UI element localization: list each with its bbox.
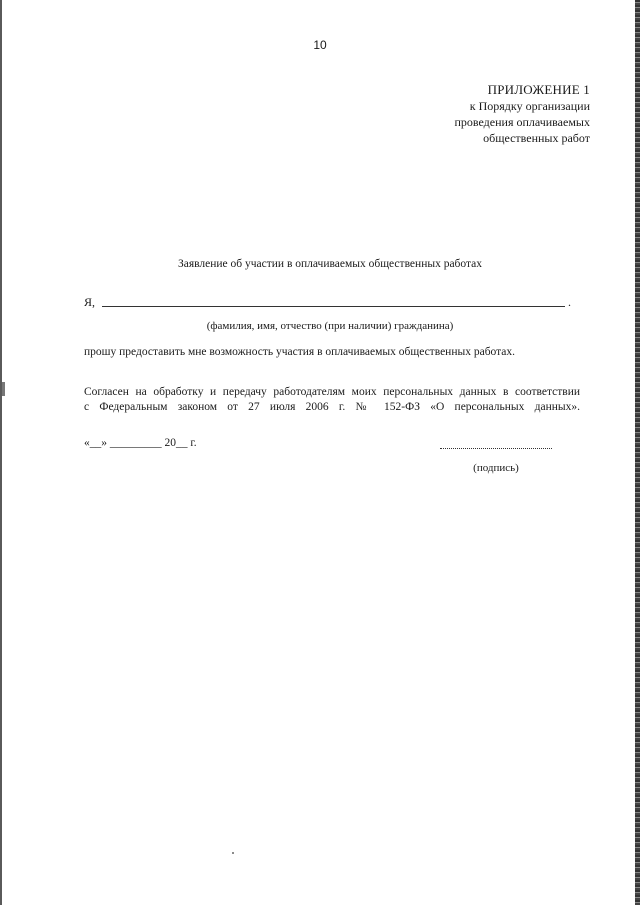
appendix-line: общественных работ <box>483 131 590 145</box>
appendix-line: к Порядку организации <box>469 99 590 113</box>
document-title: Заявление об участии в оплачиваемых общественных работах <box>177 258 483 270</box>
appendix-block <box>454 82 590 146</box>
ya-label: Я, <box>84 295 96 309</box>
applicant-name-row <box>84 295 574 311</box>
consent-paragraph <box>84 385 580 415</box>
scan-edge-left <box>0 0 2 905</box>
signature-caption: (подпись) <box>473 462 519 474</box>
scan-edge-mark <box>2 382 5 396</box>
fio-caption: (фамилия, имя, отчество (при наличии) гражданина) <box>206 320 454 332</box>
date-field: «__» _________ 20__ г. <box>84 437 197 449</box>
signature-blank-line <box>440 448 552 449</box>
scan-speck <box>232 852 234 854</box>
scan-edge-right <box>635 0 640 905</box>
ya-line-end: . <box>568 295 571 309</box>
appendix-title: ПРИЛОЖЕНИЕ 1 <box>487 82 590 97</box>
consent-line: с Федеральным законом от 27 июля 2006 г. № 152-ФЗ «О персональных данных». <box>84 401 580 413</box>
appendix-line: проведения оплачиваемых <box>454 115 590 129</box>
request-text: прошу предоставить мне возможность участия в оплачиваемых общественных работах. <box>84 346 516 358</box>
consent-line: Согласен на обработку и передачу работодателям моих персональных данных в соответствии <box>84 386 580 398</box>
page-number: 10 <box>313 38 327 52</box>
applicant-name-blank-line <box>102 306 565 307</box>
